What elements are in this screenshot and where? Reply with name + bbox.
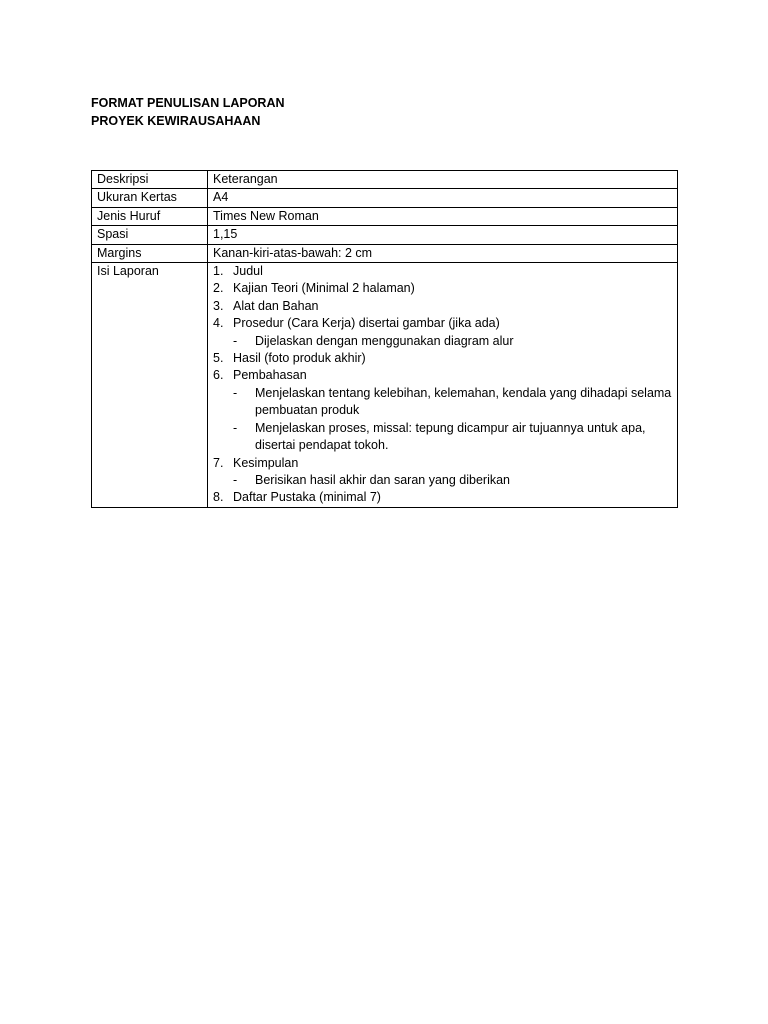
- sub-item-text: Menjelaskan tentang kelebihan, kelemahan, kendala yang dihadapi selama pembuatan produk: [255, 385, 672, 418]
- list-item-number: 1.: [213, 264, 224, 279]
- list-item-text: Hasil (foto produk akhir): [233, 351, 366, 366]
- row-value: A4: [208, 189, 678, 207]
- table-row: [92, 244, 678, 262]
- table-row: [92, 189, 678, 207]
- list-item-text: Daftar Pustaka (minimal 7): [233, 490, 381, 505]
- list-item-number: 3.: [213, 298, 224, 313]
- sub-list-item: [213, 333, 672, 350]
- sub-item-dash: -: [233, 472, 238, 487]
- isi-laporan-list: [213, 263, 672, 507]
- list-item: [213, 280, 672, 297]
- sub-item-text: Berisikan hasil akhir dan saran yang diberikan: [255, 472, 511, 487]
- list-item-text: Alat dan Bahan: [233, 298, 319, 313]
- sub-list-item: [213, 420, 672, 455]
- sub-list-item: [213, 472, 672, 489]
- list-item: [213, 455, 672, 472]
- sub-item-dash: -: [233, 420, 238, 435]
- list-item: [213, 298, 672, 315]
- list-item-text: Kesimpulan: [233, 455, 299, 470]
- list-item-number: 7.: [213, 455, 224, 470]
- sub-item-text: Dijelaskan dengan menggunakan diagram alur: [255, 333, 514, 348]
- list-item: [213, 367, 672, 384]
- row-label: Ukuran Kertas: [92, 189, 208, 207]
- list-item: [213, 489, 672, 506]
- row-label: Spasi: [92, 226, 208, 244]
- row-value: Kanan-kiri-atas-bawah: 2 cm: [208, 244, 678, 262]
- sub-item-dash: -: [233, 385, 238, 400]
- sub-list-item: [213, 385, 672, 420]
- row-value: Times New Roman: [208, 207, 678, 225]
- list-item-number: 4.: [213, 316, 224, 331]
- table-row: [92, 226, 678, 244]
- sub-item-text: Menjelaskan proses, missal: tepung dicampur air tujuannya untuk apa, disertai pendapat tokoh.: [255, 420, 646, 453]
- list-item-number: 2.: [213, 281, 224, 296]
- list-item: [213, 350, 672, 367]
- list-item-text: Prosedur (Cara Kerja) disertai gambar (jika ada): [233, 316, 500, 331]
- list-item-number: 8.: [213, 490, 224, 505]
- format-table: [91, 170, 678, 508]
- row-label: Margins: [92, 244, 208, 262]
- table-row-isi-laporan: [92, 263, 678, 508]
- header-keterangan: Keterangan: [208, 171, 678, 189]
- isi-laporan-list-cell: [208, 263, 678, 508]
- list-item-number: 6.: [213, 368, 224, 383]
- table-header-row: [92, 171, 678, 189]
- list-item: [213, 263, 672, 280]
- title-line-1: FORMAT PENULISAN LAPORAN: [91, 96, 285, 110]
- document-title: [91, 94, 285, 130]
- row-label: Jenis Huruf: [92, 207, 208, 225]
- row-value: 1,15: [208, 226, 678, 244]
- table-row: [92, 207, 678, 225]
- list-item-text: Judul: [233, 264, 263, 279]
- title-line-2: PROYEK KEWIRAUSAHAAN: [91, 114, 261, 128]
- sub-item-dash: -: [233, 333, 238, 348]
- list-item-text: Pembahasan: [233, 368, 307, 383]
- row-label: Isi Laporan: [92, 263, 208, 508]
- list-item: [213, 315, 672, 332]
- list-item-number: 5.: [213, 351, 224, 366]
- list-item-text: Kajian Teori (Minimal 2 halaman): [233, 281, 415, 296]
- header-deskripsi: Deskripsi: [92, 171, 208, 189]
